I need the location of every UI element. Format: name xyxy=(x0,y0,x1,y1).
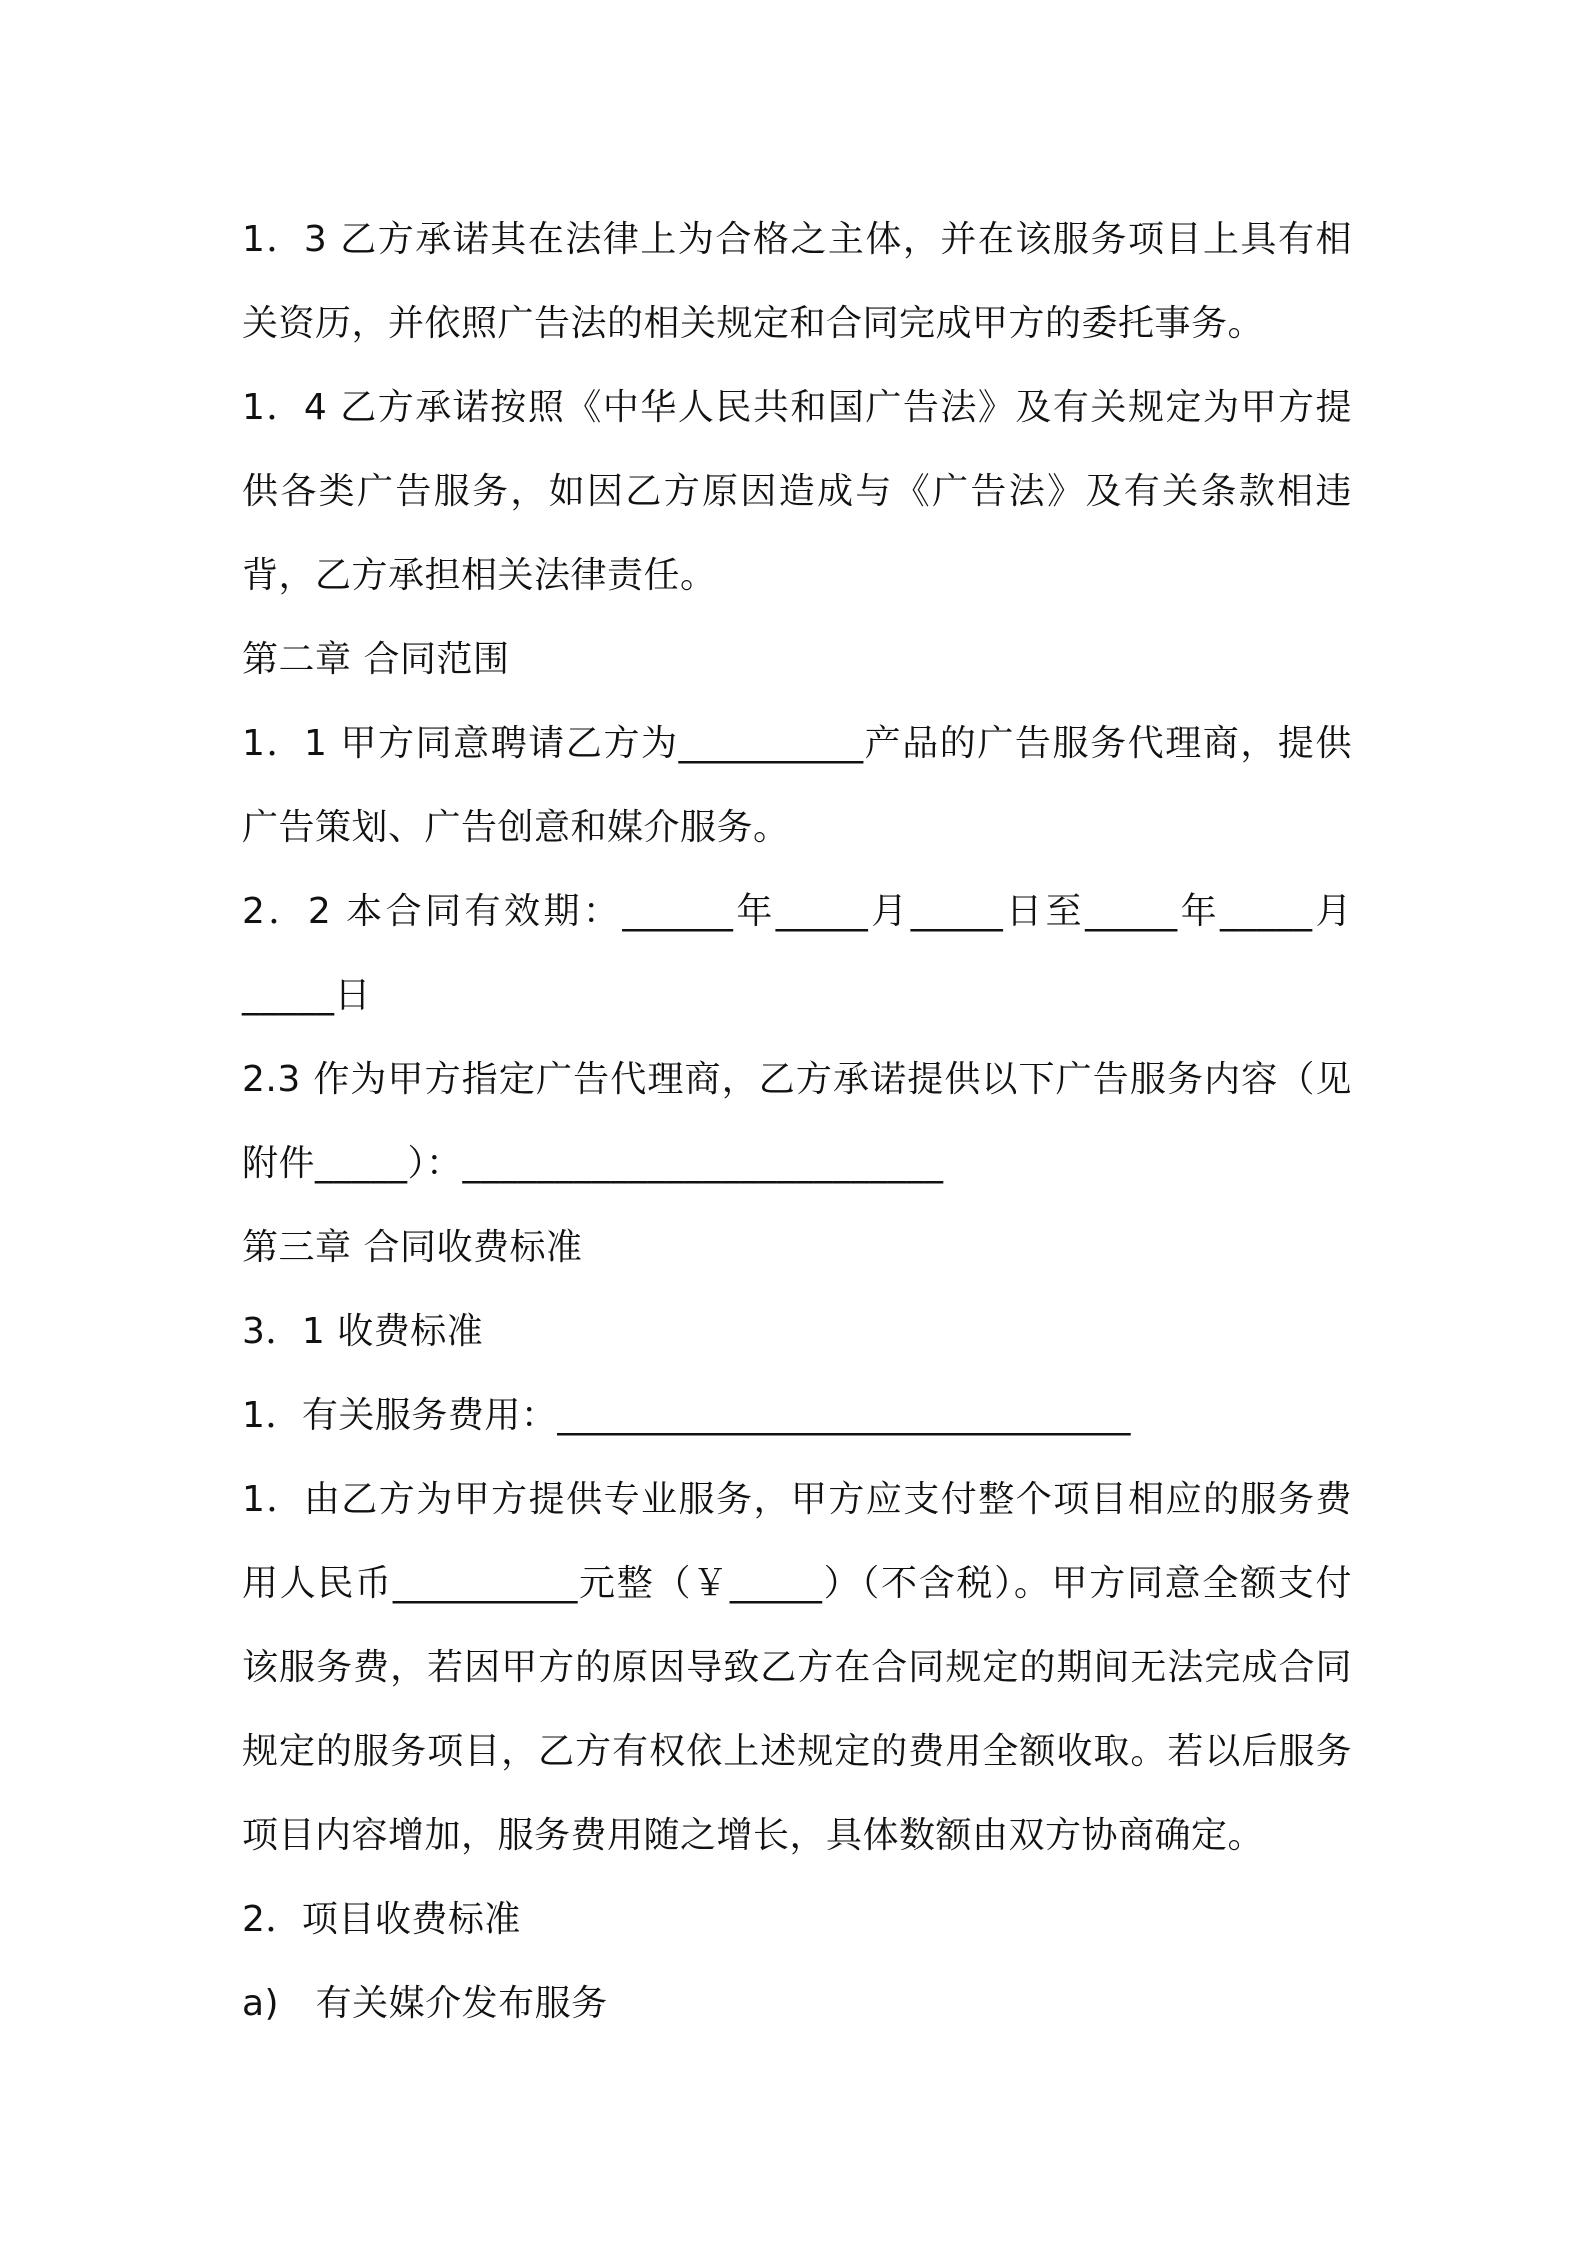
service-fee-detail: 1．由乙方为甲方提供专业服务，甲方应支付整个项目相应的服务费用人民币__________元整（￥_____）（不含税）。甲方同意全额支付该服务费，若因甲方的原因导致乙方在合同规定的期间无法完成合同规定的服务项目，乙方有权依上述规定的费用全额收取。若以后服务项目内容增加，服务费用随之增长，具体数额由双方协商确定。 xyxy=(242,1479,1352,1856)
project-fee-standard: 2．项目收费标准 xyxy=(242,1899,521,1940)
clause-2-1: 1．1 甲方同意聘请乙方为__________产品的广告服务代理商，提供广告策划、广告创意和媒介服务。 xyxy=(242,723,1352,848)
clause-1-4: 1．4 乙方承诺按照《中华人民共和国广告法》及有关规定为甲方提供各类广告服务，如因乙方原因造成与《广告法》及有关条款相违背，乙方承担相关法律责任。 xyxy=(242,387,1352,596)
media-release-service: a) 有关媒介发布服务 xyxy=(242,1983,608,2024)
clause-3-1: 3．1 收费标准 xyxy=(242,1311,484,1352)
clause-2-3: 2.3 作为甲方指定广告代理商，乙方承诺提供以下广告服务内容（见附件_____）：__________________________ xyxy=(242,1059,1352,1184)
document-body xyxy=(242,198,1352,2046)
service-fee-line: 1．有关服务费用：_______________________________ xyxy=(242,1395,1131,1436)
chapter-heading-3: 第三章 合同收费标准 xyxy=(242,1227,583,1268)
clause-2-2: 2．2 本合同有效期：______年_____月_____日至_____年_____月_____日 xyxy=(242,891,1352,1016)
chapter-heading-2: 第二章 合同范围 xyxy=(242,639,510,680)
clause-1-3: 1．3 乙方承诺其在法律上为合格之主体，并在该服务项目上具有相关资历，并依照广告法的相关规定和合同完成甲方的委托事务。 xyxy=(242,219,1352,344)
